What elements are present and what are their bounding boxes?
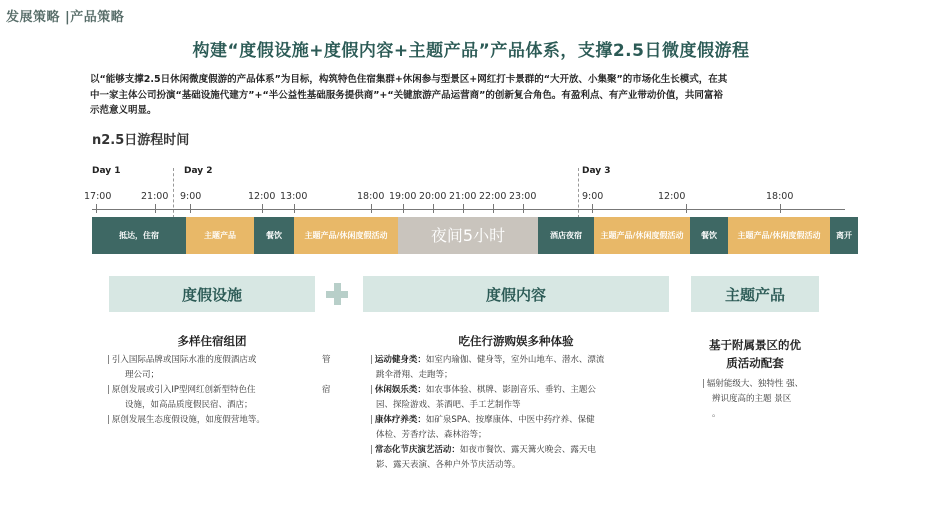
- intro-line: 示范意义明显。: [90, 105, 157, 116]
- category-themes: 主题产品: [691, 276, 819, 312]
- intro-line: 以“能够支撑2.5日休闲微度假游的产品体系”为目标，构筑特色住宿集群+休闲参与型景区+网红打卡景群的“大开放、小集聚”的市场化生长模式，在其: [90, 74, 728, 85]
- list-item: | 运动健身类：如室内瑜伽、健身等，室外山地车、潜水、漂流: [370, 355, 605, 365]
- category-facilities: 度假设施: [109, 276, 315, 312]
- time-tick: 23:00: [509, 191, 537, 202]
- segment-departure: 离开: [830, 217, 858, 254]
- intro-paragraph: [90, 72, 860, 119]
- list-item: 设施，如高品质度假民宿、酒店；: [125, 400, 253, 410]
- day-label: Day 2: [184, 166, 213, 176]
- axis-tick: [155, 204, 156, 213]
- axis-tick: [403, 204, 404, 213]
- axis-tick: [523, 204, 524, 213]
- axis-tick: [780, 204, 781, 213]
- section-header: 发展策略 |产品策略: [6, 10, 125, 25]
- segment-hotel: 酒店夜宿: [538, 217, 594, 254]
- segment-night: 夜间5小时: [398, 217, 538, 254]
- list-item: 园、探险游戏、茶酒吧、手工艺制作等: [376, 400, 521, 410]
- time-tick: 12:00: [658, 191, 686, 202]
- schedule-bar: [92, 217, 858, 254]
- list-item: 跳伞滑翔、走跑等；: [376, 370, 453, 380]
- segment-theme: 主题产品: [186, 217, 254, 254]
- axis-tick: [190, 204, 191, 213]
- time-tick: 12:00: [248, 191, 276, 202]
- timeline-heading: n2.5日游程时间: [92, 133, 190, 148]
- axis-tick: [493, 204, 494, 213]
- list-item: | 引入国际品牌或国际水准的度假酒店或 管: [107, 353, 347, 368]
- list-item: 。: [712, 409, 721, 419]
- segment-dining: 餐饮: [254, 217, 294, 254]
- list-item: 辨识度高的主题 景区: [712, 394, 792, 404]
- list-item: 体检、芳香疗法、森林浴等；: [376, 430, 487, 440]
- category-content: 度假内容: [363, 276, 669, 312]
- timeline-axis: [92, 209, 845, 210]
- time-tick: 9:00: [180, 191, 202, 202]
- time-tick: 13:00: [280, 191, 308, 202]
- segment-dining: 餐饮: [690, 217, 728, 254]
- axis-tick: [686, 204, 687, 213]
- themes-heading: [691, 336, 819, 372]
- time-tick: 18:00: [357, 191, 385, 202]
- list-item: | 辐射能级大、独特性 强、: [702, 379, 804, 389]
- themes-heading-line: 质活动配套: [726, 356, 784, 370]
- themes-heading-line: 基于附属景区的优: [709, 338, 801, 352]
- day-label: Day 3: [582, 166, 611, 176]
- segment-arrival: 抵达，住宿: [92, 217, 186, 254]
- time-tick: 19:00: [389, 191, 417, 202]
- side-char: 宿: [322, 385, 331, 395]
- facilities-list: [107, 353, 347, 428]
- axis-tick: [371, 204, 372, 213]
- themes-list: [702, 377, 832, 422]
- segment-activity: 主题产品/休闲度假活动: [728, 217, 830, 254]
- day-divider: [173, 168, 174, 218]
- list-item: 影、露天表演、各种户外节庆活动等。: [376, 460, 521, 470]
- list-item: | 休闲娱乐类：如农事体验、棋牌、影剧音乐、垂钓、主题公: [370, 385, 596, 395]
- day-label: Day 1: [92, 166, 121, 176]
- time-tick: 20:00: [419, 191, 447, 202]
- axis-tick: [592, 204, 593, 213]
- time-tick: 21:00: [449, 191, 477, 202]
- content-list: [370, 353, 670, 473]
- list-item: 理公司；: [125, 370, 160, 380]
- list-item: | 常态化节庆演艺活动：如夜市餐饮、露天篝火晚会、露天电: [370, 445, 596, 455]
- list-item: | 原创发展或引入IP型网红创新型特色住 宿: [107, 383, 347, 398]
- time-tick: 18:00: [766, 191, 794, 202]
- time-tick: 17:00: [84, 191, 112, 202]
- list-item: | 原创发展生态度假设施，如度假营地等。: [107, 415, 265, 425]
- axis-tick: [96, 204, 97, 213]
- intro-line: 中一家主体公司扮演“基础设施代建方”+“半公益性基础服务提供商”+“关键旅游产品运营商”的创新复合角色。有盈利点、有产业带动价值，共同富裕: [90, 89, 723, 101]
- plus-icon: [324, 281, 350, 307]
- time-tick: 22:00: [479, 191, 507, 202]
- segment-activity: 主题产品/休闲度假活动: [294, 217, 398, 254]
- time-tick: 21:00: [141, 191, 169, 202]
- axis-tick: [294, 204, 295, 213]
- time-tick: 9:00: [582, 191, 604, 202]
- segment-activity: 主题产品/休闲度假活动: [594, 217, 690, 254]
- axis-tick: [262, 204, 263, 213]
- axis-tick: [463, 204, 464, 213]
- facilities-heading: 多样住宿组团: [177, 334, 247, 348]
- day-divider: [578, 168, 579, 218]
- content-heading: 吃住行游购娱多种体验: [458, 334, 574, 348]
- axis-tick: [433, 204, 434, 213]
- side-char: 管: [322, 355, 331, 365]
- page-title: 构建“度假设施+度假内容+主题产品”产品体系，支撑2.5日微度假游程: [192, 41, 750, 61]
- list-item: | 康体疗养类：如矿泉SPA、按摩康体、中医中药疗养、保健: [370, 415, 595, 425]
